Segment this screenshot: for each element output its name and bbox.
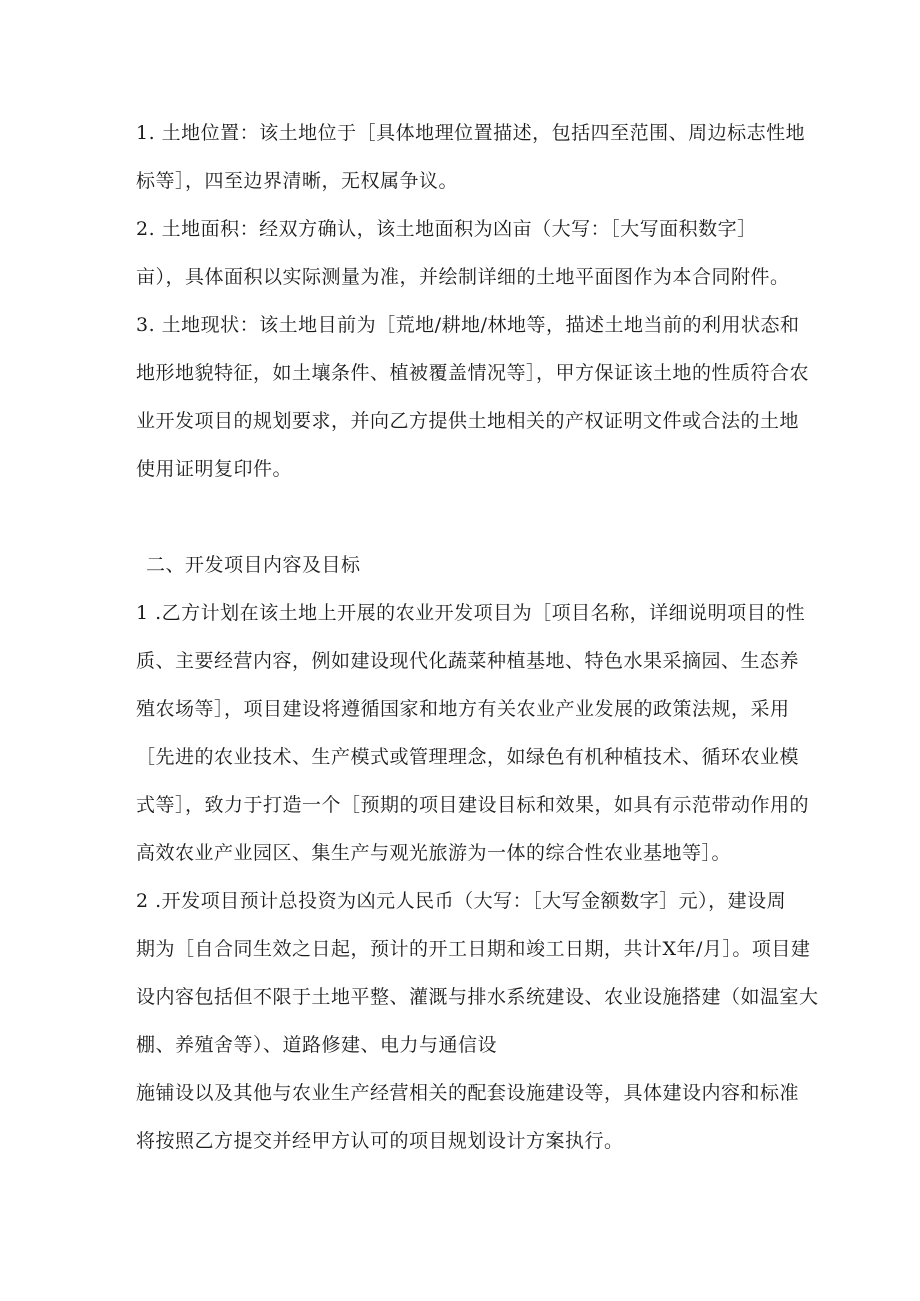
investment-line-4: 棚、养殖舍等）、道路修建、电力与通信设 [136, 1034, 498, 1056]
project-content-line-6: 高效农业产业园区、集生产与观光旅游为一体的综合性农业基地等］。 [136, 842, 732, 864]
land-status-line-4: 使用证明复印件。 [136, 458, 293, 480]
project-content-line-4: ［先进的农业技术、生产模式或管理理念，如绿色有机种植技术、循环农业模 [136, 746, 800, 768]
land-location-line-1: 1. 土地位置：该土地位于［具体地理位置描述，包括四至范围、周边标志性地 [136, 122, 806, 144]
investment-line-6: 将按照乙方提交并经甲方认可的项目规划设计方案执行。 [136, 1130, 624, 1152]
project-content-line-2: 质、主要经营内容，例如建设现代化蔬菜种植基地、特色水果采摘园、生态养 [136, 650, 800, 672]
land-area-line-1: 2. 土地面积：经双方确认，该土地面积为凶亩（大写：［大写面积数字］ [136, 218, 757, 240]
land-area-line-2: 亩），具体面积以实际测量为准，并绘制详细的土地平面图作为本合同附件。 [136, 266, 790, 288]
project-content-line-5: 式等］，致力于打造一个［预期的项目建设目标和效果，如具有示范带动作用的 [136, 794, 810, 816]
land-status-line-1: 3. 土地现状：该土地目前为［荒地/耕地/林地等，描述土地当前的利用状态和 [136, 314, 800, 336]
investment-line-3: 设内容包括但不限于土地平整、灌溉与排水系统建设、农业设施搭建（如温室大 [136, 986, 819, 1008]
investment-line-5: 施铺设以及其他与农业生产经营相关的配套设施建设等，具体建设内容和标准 [136, 1082, 800, 1104]
land-location-line-2: 标等］，四至边界清晰，无权属争议。 [136, 170, 459, 192]
project-content-line-1: 1 .乙方计划在该土地上开展的农业开发项目为［项目名称，详细说明项目的性 [136, 602, 806, 624]
investment-line-1: 2 .开发项目预计总投资为凶元人民币（大写：［大写金额数字］元），建设周 [136, 890, 787, 912]
section-heading: 二、开发项目内容及目标 [146, 554, 361, 576]
land-status-line-2: 地形地貌特征，如土壤条件、植被覆盖情况等］，甲方保证该土地的性质符合农 [136, 362, 810, 384]
investment-line-2: 期为［自合同生效之日起，预计的开工日期和竣工日期，共计X年/月］。项目建 [136, 938, 811, 960]
land-status-line-3: 业开发项目的规划要求，并向乙方提供土地相关的产权证明文件或合法的土地 [136, 410, 800, 432]
project-content-line-3: 殖农场等］，项目建设将遵循国家和地方有关农业产业发展的政策法规，采用 [136, 698, 790, 720]
